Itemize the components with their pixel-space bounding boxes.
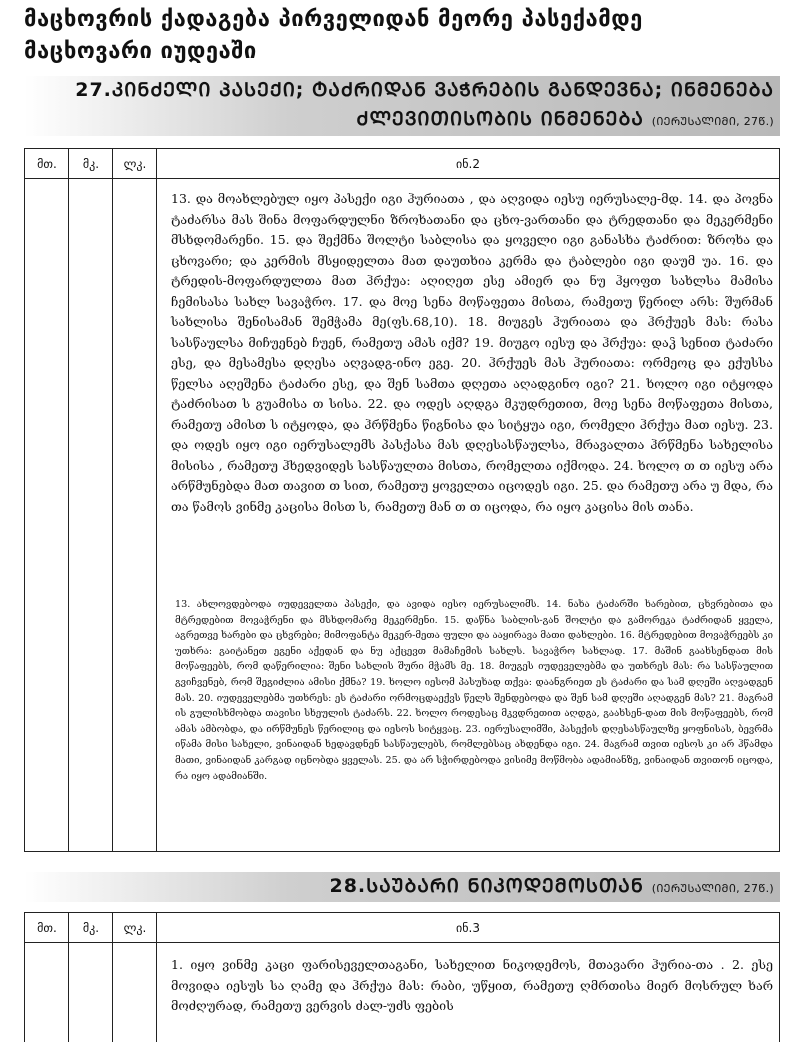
- section-27-title-line1: 27.ᲙᲘᲜᲫᲔᲚᲘ ᲞᲐᲡᲔᲥᲘ; ᲢᲐᲫᲠᲘᲓᲐᲜ ᲕᲐᲭᲠᲔᲑᲘᲡ ᲒᲐᲜᲓᲔᲕᲜᲐ; ᲘᲜᲛᲔᲜᲔᲑᲐ: [75, 79, 774, 101]
- col-head-mark: მკ.: [69, 149, 113, 179]
- column-divider: [68, 149, 69, 851]
- section-28-ref: (ᲘᲔᲠᲣᲡᲐᲚᲘᲛᲘ, 27Წ.): [651, 882, 774, 895]
- gospel-table-27: [24, 148, 780, 852]
- john-2-modern-text: 13. ახლოვდებოდა იუდეველთა პასექი, და ავიდა იესო იერუსალიმს. 14. ნახა ტაძარში ხარებით, ცხვრებითა და მტრედებით მოვაჭრენი და მსხდომარე მეკერმენი. 15. დაწნა საბლის-გან შოლტი და გამორეკა ტაძრიდან ყველა, აგრეთვე ხარები და ცხვრები; მიმოფანტა მეკერ-მეთა ფული და ააყირავა მათი დახლები. 16. მტრედებით მოვაჭრეებს კი უთხრა: გაიტანეთ ეგენი აქედან და ნუ აქცევთ მამაჩემის სახლს. სავაჭრო სახლად. 17. მაშინ გაახსენდათ მის მოწაფეებს, რომ დაწერილია: შენი სახლის შური მჭამს მე. 18. მიუგეს იუდეველებმა და უთხრეს მას: რა სასწაულით გვიჩვენებ, რომ შეგიძლია ამისი ქმნა? 19. ხოლო იესომ პასუხად თქვა: დაანგრიეთ ეს ტაძარი და სამ დღეში აღვადგენ მას. 20. იუდეველებმა უთხრეს: ეს ტაძარი ორმოცდაექვს წელს შენდებოდა და შენ სამ დღეში აღადგენ მას? 21. მაგრამ ის გულისხმობდა თავისი სხეულის ტაძარს. 22. ხოლო როდესაც მკვდრეთით აღდგა, გაახსენ-დათ მის მოწაფეებს, რომ ამას ამბობდა, და ირწმუნეს წერილიც და იესოს სიტყვაც. 23. იერუსალიმში, პასექის დღესასწაულზე ყოფნისას, ბევრმა იწამა მისი სახელი, ვინაიდან ხედავდნენ სასწაულებს, რომლებსაც ახდენდა იგი. 24. მაგრამ თვით იესოს კი არ ჰწამდა მათი, ვინაიდან კარგად იცნობდა ყველას. 25. და არ სჭირდებოდა ვისიმე მოწმობა ადამიანზე, ვინაიდან თვითონ იცოდა, რა იყო ადამიანში.: [175, 599, 773, 782]
- header-subtitle: მაცხოვარი იუდეაში: [24, 39, 257, 64]
- section-27-title-line2: ᲫᲚᲔᲕᲘᲗᲘᲡᲝᲑᲘᲡ ᲘᲜᲛᲔᲜᲔᲑᲐ: [356, 108, 644, 130]
- header-title: მაცხოვრის ქადაგება პირველიდან მეორე პასექამდე: [24, 7, 643, 32]
- section-28-title: 28.ᲡᲐᲣᲑᲐᲠᲘ ᲜᲘᲙᲝᲓᲔᲛᲝᲡᲗᲐᲜ: [329, 875, 644, 897]
- section-28-heading: [24, 872, 780, 902]
- page-header: [24, 4, 784, 68]
- col-head-matthew: მთ.: [25, 913, 69, 943]
- column-divider: [68, 913, 69, 1042]
- section-27-ref: (ᲘᲔᲠᲣᲡᲐᲚᲘᲛᲘ, 27Წ.): [651, 115, 774, 128]
- john-2-old-text: 13. და მოახლებულ იყო პასექი იგი ჰურიათა , და აღვიდა იესუ იერუსალე-მდ. 14. და პოვნა ტაძარსა მას შინა მოფარდულნი ზროხათანი და ცხო-ვართანი და ტრედთანი და მეკერმენი მსხდომარენი. 15. და შექმნა შოლტი საბლისა და ყოველი იგი განასხა ტაძრით: ზროხა და ცხოვარი; და კერმის მსყიდელთა მათ დაუთხია კერმა და ტაბლები იგი დაუმ უა. 16. და ტრედის-მოფარდულთა მათ ჰრქუა: აღიღეთ ესე ამიერ და ნუ ჰყოფთ სახლსა მამისა ჩემისასა სახლ სავაჭრო. 17. და მოე სენა მოწაფეთა მისთა, რამეთუ წერილ არს: შურმან სახლისა შენისამან შემჭამა მე(ფს.68,10). 18. მიუგეს ჰურიათა და ჰრქუეს მას: რასა სასწაულსა მიჩუენებ ჩუენ, რამეთუ ამას იქმ? 19. მიუგო იესუ და ჰრქუა: დაჴ სენით ტაძარი ესე, და მესამესა დღესა აღვადგ-ინო ეგე. 20. ჰრქუეს მას ჰურიათა: ორმეოც და ექუსსა წელსა აღეშენა ტაძარი ესე, და შენ სამთა დღეთა აღადგინო იგი? 21. ხოლო იგი იტყოდა ტაძრისათ ს გუამისა თ სისა. 22. და ოდეს აღდგა მკუდრეთით, მოე სენა მოწაფეთა მისთა, რამეთუ ამისთ ს იტყოდა, და ჰრწმენა წიგნისა და სიტყუა იგი, რომელი ჰრქუა მათ იესუ. 23. და ოდეს იყო იგი იერუსალემს პასქასა მას დღესასწაულსა, მრავალთა ჰრწმენა სახელისა მისისა , რამეთუ ჰხედვიდეს სასწაულთა მისთა, რომელთა იქმოდა. 24. ხოლო თ თ იესუ არა არწმუნებდა მათ თავით თ სით, რამეთუ ყოველთა იცოდეს იგი. 25. და რამეთუ არა უ მდა, რა თა წამოს ვინმე კაცისა მისთ ს, რამეთუ მან თ თ იცოდა, რა იყო კაცისა მის თანა.: [171, 191, 773, 514]
- column-divider: [112, 149, 113, 851]
- gospel-table-28: [24, 912, 780, 1042]
- column-divider: [156, 149, 157, 851]
- col-head-mark: მკ.: [69, 913, 113, 943]
- section-27-heading: [24, 76, 780, 136]
- john-3-old-text: 1. იყო ვინმე კაცი ფარისეველთაგანი, სახელით ნიკოდემოს, მთავარი ჰურია-თა . 2. ესე მოვიდა იესუს სა ღამე და ჰრქუა მას: რაბი, უწყით, რამეთუ ღმრთისა მიერ მოსრულ ხარ მოძღურად, რამეთუ ვერვის ძალ-უძს ფების: [171, 957, 773, 1013]
- column-divider: [112, 913, 113, 1042]
- col-head-luke: ლკ.: [113, 149, 157, 179]
- col-head-luke: ლკ.: [113, 913, 157, 943]
- column-divider: [156, 913, 157, 1042]
- col-head-john: ინ.2: [157, 149, 779, 179]
- col-head-john: ინ.3: [157, 913, 779, 943]
- col-head-matthew: მთ.: [25, 149, 69, 179]
